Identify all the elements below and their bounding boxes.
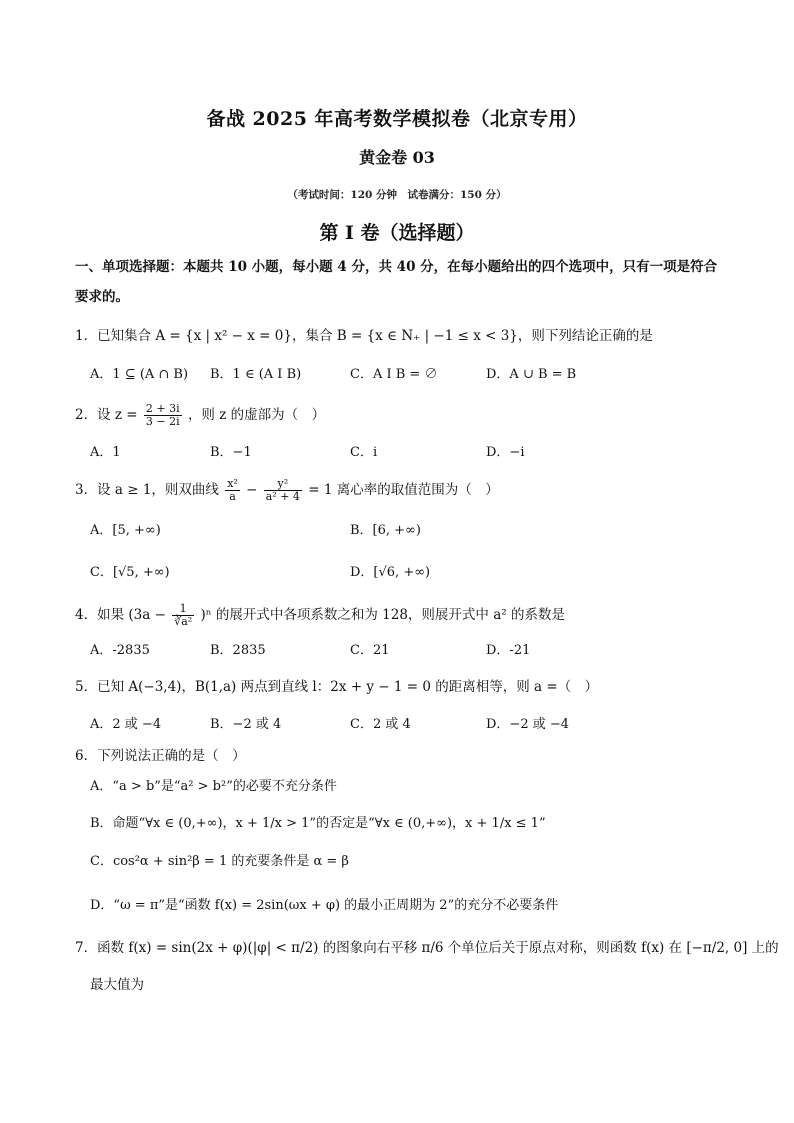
question-5-stem: 5．已知 A(−3,4)，B(1,a) 两点到直线 l：2x + y − 1 = 0 的距离相等，则 a =（ ） (75, 679, 599, 695)
question-5-option-c: C．2 或 4 (350, 717, 411, 732)
question-2-stem (75, 403, 325, 428)
question-5-option-a: A．2 或 −4 (90, 717, 162, 732)
question-1-stem: 1．已知集合 A = {x | x² − x = 0}，集合 B = {x ∈ N₊ | −1 ≤ x < 3}，则下列结论正确的是 (75, 328, 653, 344)
question-4-option-c: C．21 (350, 643, 390, 658)
question-3-option-a: A．[5, +∞) (90, 523, 161, 538)
question-4-option-b: B．2835 (210, 643, 266, 658)
question-1-option-b: B．1 ∈ (A I B) (210, 367, 302, 382)
question-2-option-c: C．i (350, 445, 378, 460)
question-4-suffix: )ⁿ 的展开式中各项系数之和为 128，则展开式中 a² 的系数是 (200, 607, 565, 623)
question-1-option-a: A．1 ⊆ (A ∩ B) (90, 367, 189, 382)
question-3-fraction-2 (264, 478, 302, 503)
section-instructions-line1: 一、单项选择题：本题共 10 小题，每小题 4 分，共 40 分，在每小题给出的四个选项中，只有一项是符合 (75, 259, 718, 275)
question-7-stem: 7．函数 f(x) = sin(2x + φ)(|φ| < π/2) 的图象向右平移 π/6 个单位后关于原点对称，则函数 f(x) 在 [−π/2, 0] 上的 (75, 940, 779, 956)
page-title: 备战 2025 年高考数学模拟卷（北京专用） (206, 108, 588, 130)
question-1-option-c: C．A I B = ∅ (350, 367, 438, 382)
question-6-option-a: A．“a > b”是“a² > b²”的必要不充分条件 (90, 779, 337, 794)
question-3-minus: − (246, 482, 258, 498)
question-2-prefix: 2．设 z = (75, 407, 138, 423)
part-title: 第 I 卷（选择题） (319, 222, 475, 244)
question-6-stem: 6．下列说法正确的是（ ） (75, 748, 246, 764)
paper-subtitle: 黄金卷 03 (359, 148, 435, 167)
question-3-fraction-1 (225, 478, 240, 503)
question-6-option-b: B．命题“∀x ∈ (0,+∞)，x + 1/x > 1”的否定是“∀x ∈ (0,+∞)，x + 1/x ≤ 1” (90, 816, 546, 831)
question-2-option-d: D．−i (486, 445, 525, 460)
question-2-option-b: B．−1 (210, 445, 252, 460)
question-2-frac-den: 3 − 2i (145, 415, 180, 428)
question-1-option-d: D．A ∪ B = B (486, 367, 577, 382)
question-3-frac1-num: x² (227, 477, 238, 490)
question-2-frac-num: 2 + 3i (145, 402, 180, 415)
question-2-fraction (144, 403, 182, 428)
question-4-frac-den: ∛a² (174, 615, 193, 628)
question-2-option-a: A．1 (90, 445, 121, 460)
question-7-stem-line2: 最大值为 (90, 977, 144, 993)
question-4-option-d: D．-21 (486, 643, 531, 658)
question-2-suffix: ，则 z 的虚部为（ ） (187, 407, 326, 423)
question-3-frac1-den: a (229, 490, 236, 503)
question-3-option-d: D．[√6, +∞) (350, 565, 431, 580)
question-5-option-b: B．−2 或 4 (210, 717, 282, 732)
question-4-frac-num: 1 (172, 603, 194, 616)
question-6-option-d: D．“ω = π”是“函数 f(x) = 2sin(ωx + φ) 的最小正周期为 2”的充分不必要条件 (90, 898, 559, 913)
question-5-option-d: D．−2 或 −4 (486, 717, 570, 732)
exam-info: （考试时间：120 分钟 试卷满分：150 分） (287, 189, 507, 201)
question-4-fraction (172, 603, 194, 628)
question-4-stem (75, 603, 565, 628)
section-instructions-line2: 要求的。 (75, 289, 129, 305)
question-3-stem (75, 478, 499, 503)
question-4-option-a: A．-2835 (90, 643, 150, 658)
question-3-prefix: 3．设 a ≥ 1，则双曲线 (75, 482, 219, 498)
question-3-option-c: C．[√5, +∞) (90, 565, 170, 580)
question-3-option-b: B．[6, +∞) (350, 523, 421, 538)
question-3-frac2-den: a² + 4 (265, 490, 300, 503)
question-3-suffix: = 1 离心率的取值范围为（ ） (308, 482, 499, 498)
question-4-prefix: 4．如果 (3a − (75, 607, 166, 623)
question-6-option-c: C．cos²α + sin²β = 1 的充要条件是 α = β (90, 854, 349, 869)
question-3-frac2-num: y² (264, 478, 302, 491)
